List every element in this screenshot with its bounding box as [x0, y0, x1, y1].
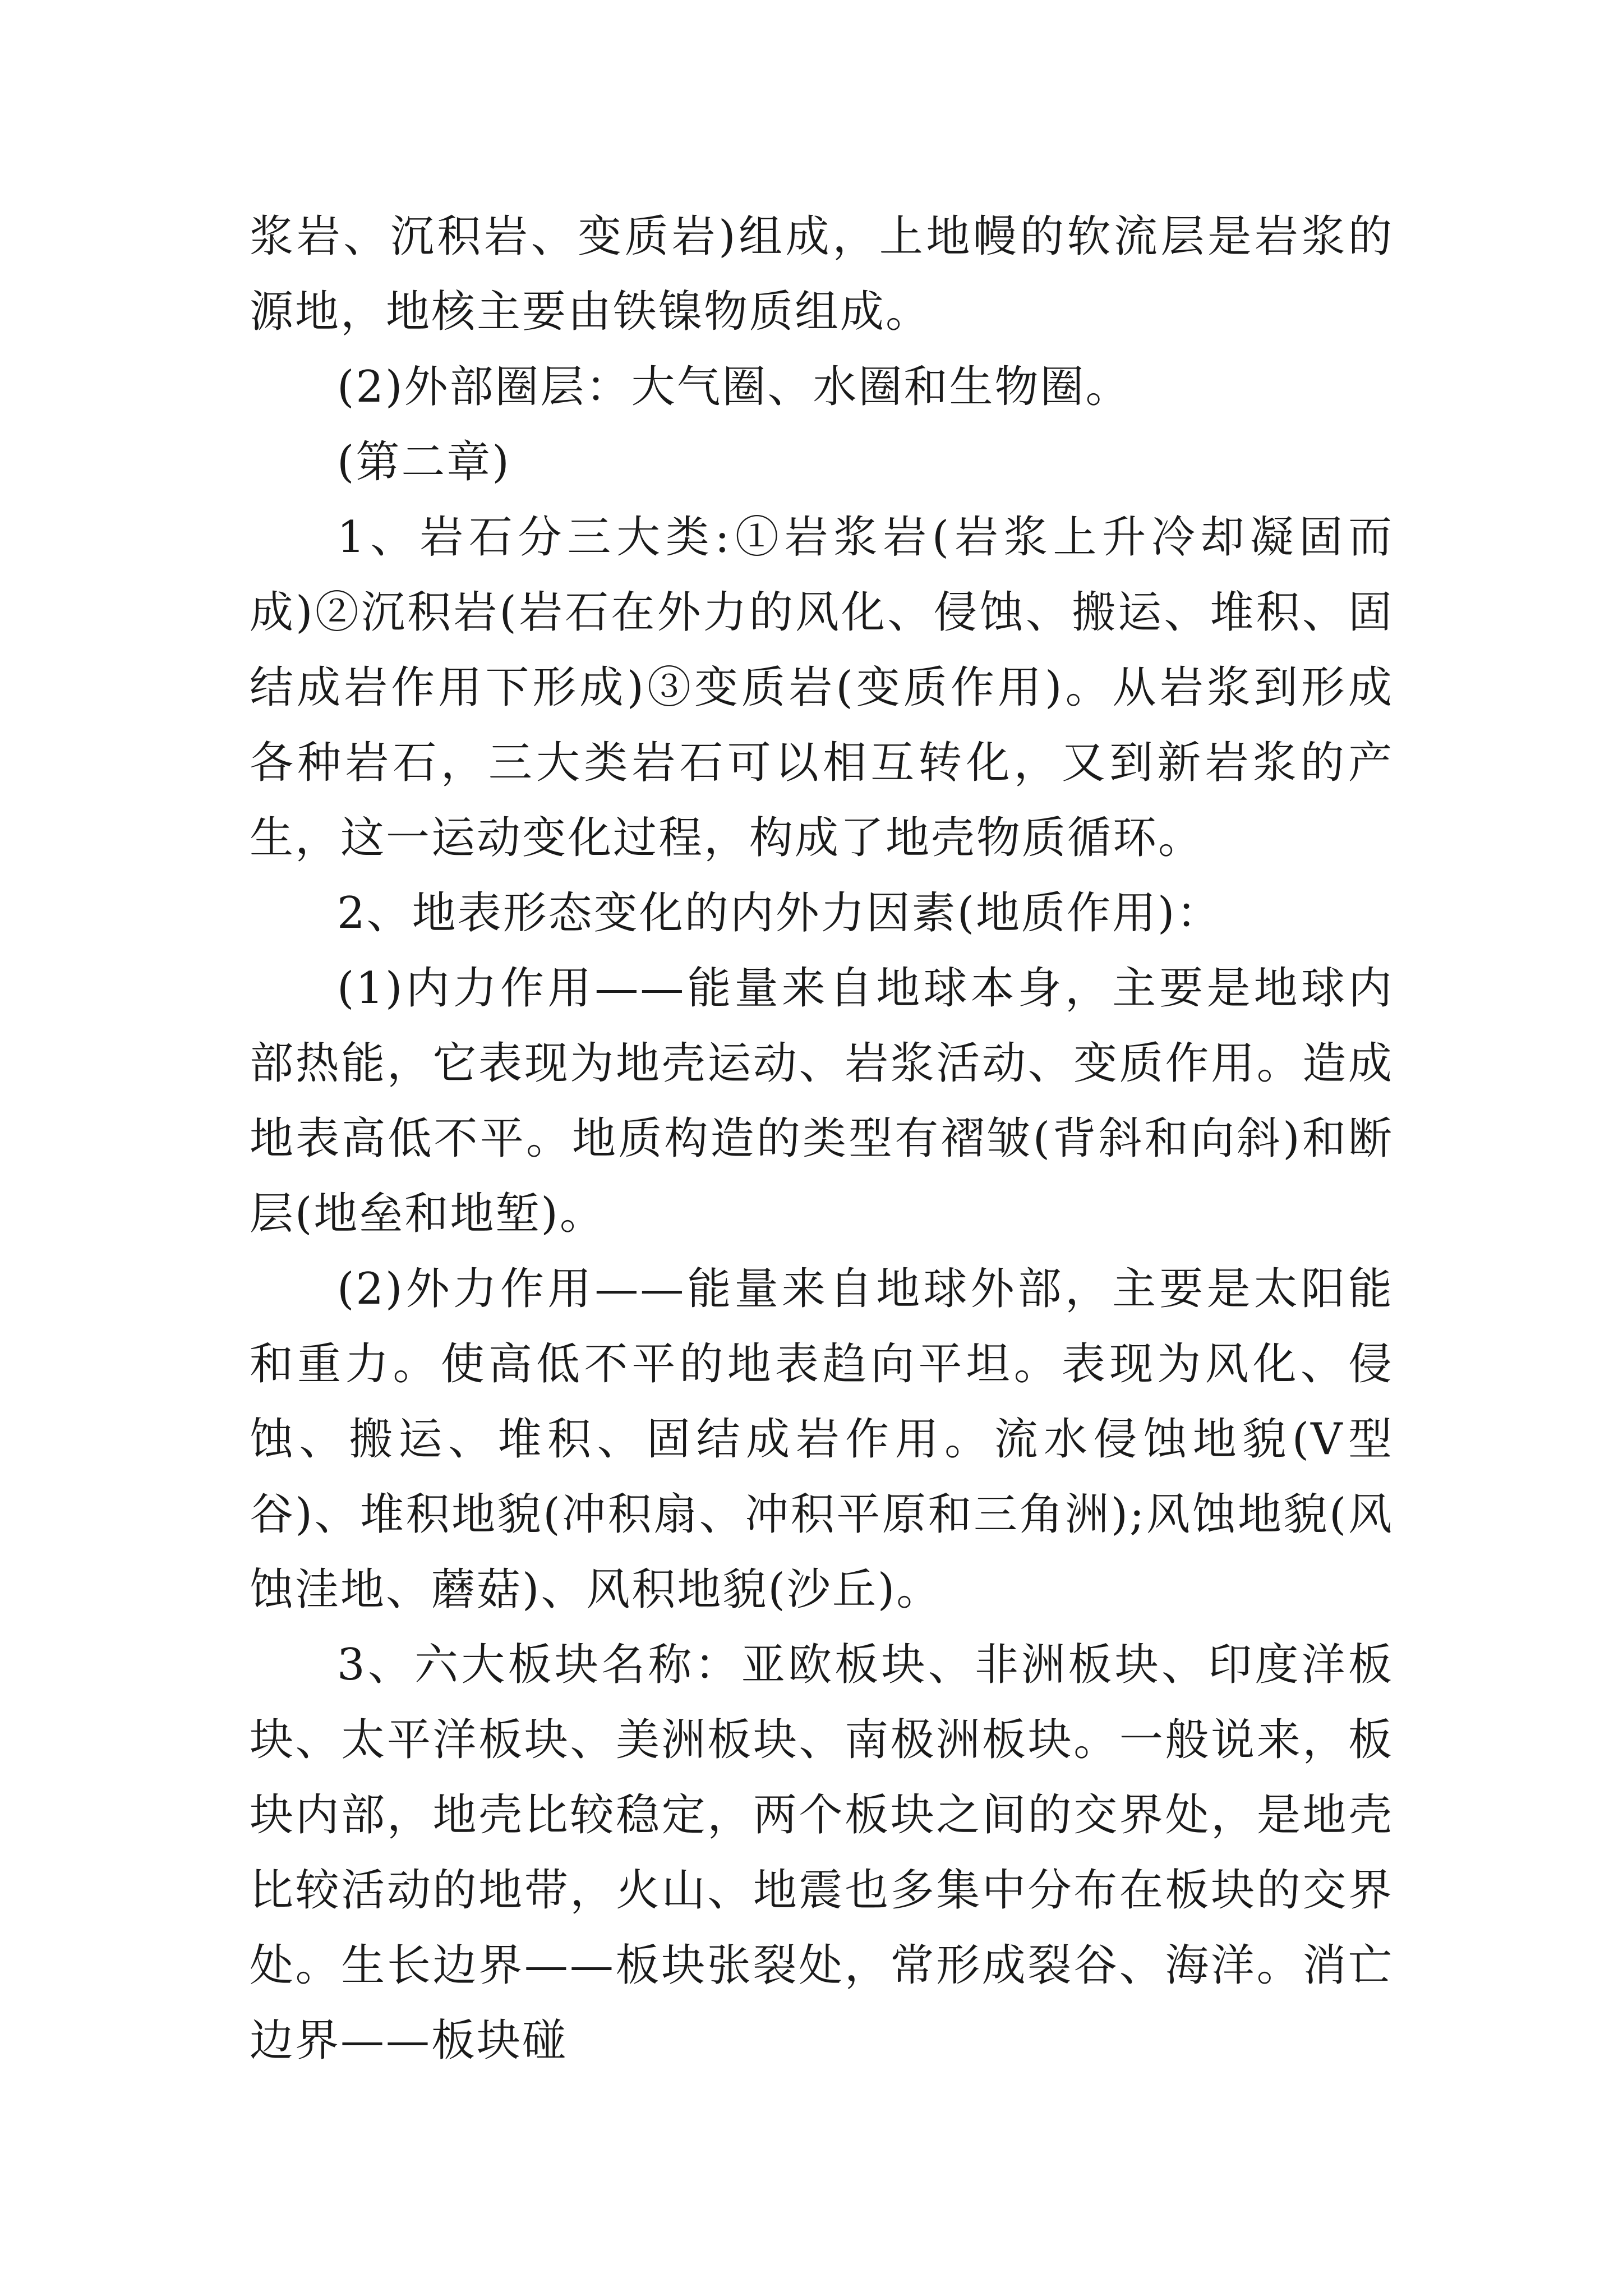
paragraph-geologic-forces: 2、地表形态变化的内外力因素(地质作用)：	[337, 888, 1222, 938]
paragraph-outer-spheres: (2)外部圈层：大气圈、水圈和生物圈。	[337, 362, 1131, 412]
paragraph-continuation: 浆岩、沉积岩、变质岩)组成，上地幔的软流层是岩浆的源地，地核主要由铁镍物质组成。	[250, 211, 1394, 337]
document-body	[250, 199, 1394, 2078]
paragraph-rock-types: 1、岩石分三大类:①岩浆岩(岩浆上升冷却凝固而成)②沉积岩(岩石在外力的风化、侵蚀、搬运、堆积、固结成岩作用下形成)③变质岩(变质作用)。从岩浆到形成各种岩石，三大类岩石可以相互转化，又到新岩浆的产生，这一运动变化过程，构成了地壳物质循环。	[250, 512, 1394, 863]
chapter-heading: (第二章)	[337, 437, 511, 487]
paragraph-plates: 3、六大板块名称：亚欧板块、非洲板块、印度洋板块、太平洋板块、美洲板块、南极洲板块。一般说来，板块内部，地壳比较稳定，两个板块之间的交界处，是地壳比较活动的地带，火山、地震也多集中分布在板块的交界处。生长边界——板块张裂处，常形成裂谷、海洋。消亡边界——板块碰	[250, 1640, 1394, 2066]
paragraph-external-forces: (2)外力作用——能量来自地球外部，主要是太阳能和重力。使高低不平的地表趋向平坦。表现为风化、侵蚀、搬运、堆积、固结成岩作用。流水侵蚀地貌(V型谷)、堆积地貌(冲积扇、冲积平原和三角洲);风蚀地貌(风蚀洼地、蘑菇)、风积地貌(沙丘)。	[250, 1264, 1394, 1615]
paragraph-internal-forces: (1)内力作用——能量来自地球本身，主要是地球内部热能，它表现为地壳运动、岩浆活动、变质作用。造成地表高低不平。地质构造的类型有褶皱(背斜和向斜)和断层(地垒和地堑)。	[250, 963, 1394, 1239]
